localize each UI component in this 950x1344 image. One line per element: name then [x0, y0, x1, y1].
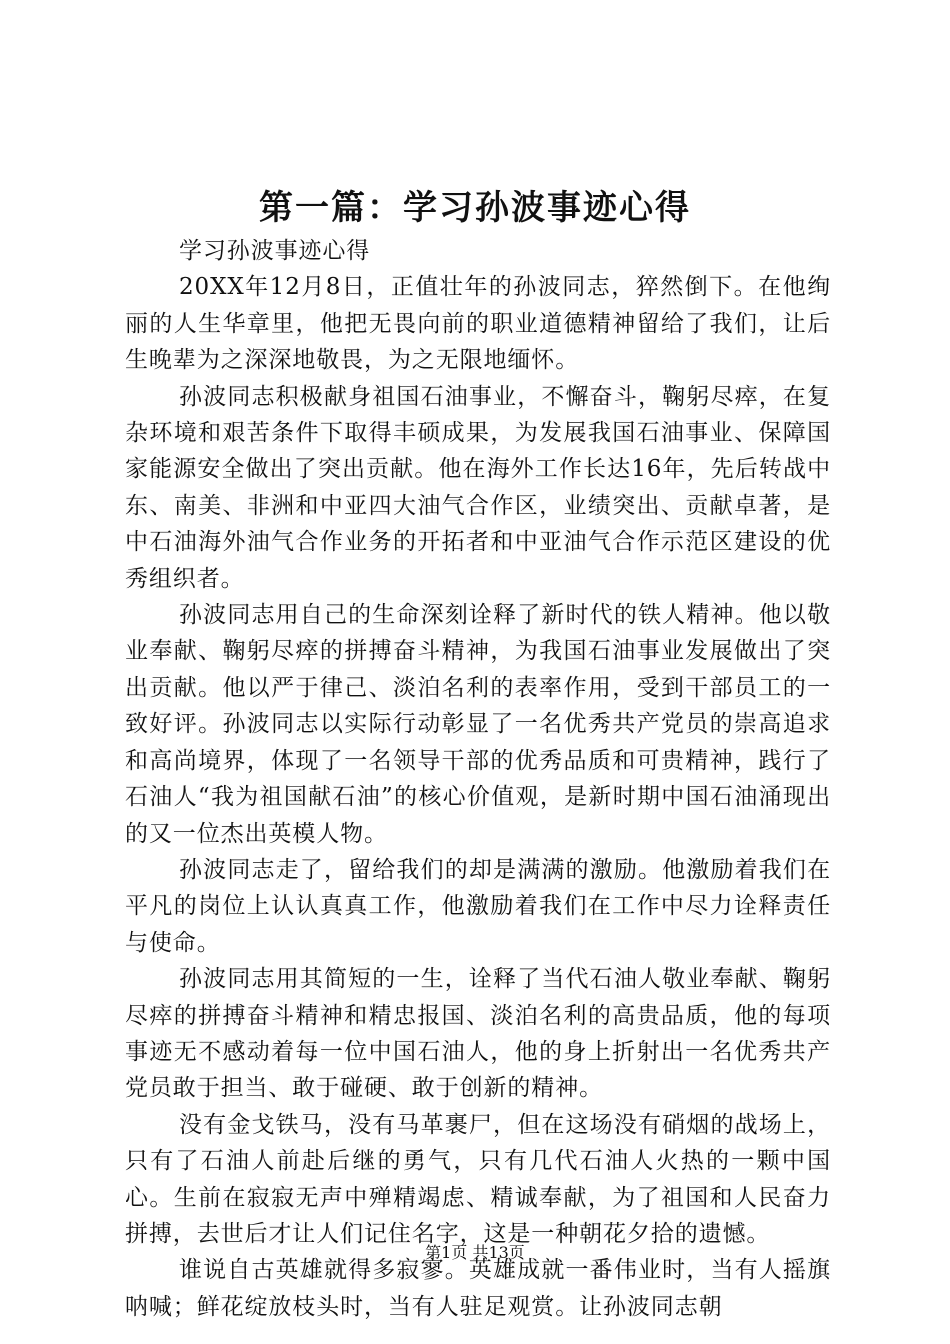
body-paragraph: 孙波同志走了，留给我们的却是满满的激励。他激励着我们在平凡的岗位上认认真真工作，他激励着我们在工作中尽力诠释责任与使命。: [125, 856, 831, 956]
body-paragraph: 20XX年12月8日，正值壮年的孙波同志，猝然倒下。在他绚丽的人生华章里，他把无畏向前的职业道德精神留给了我们，让后生晚辈为之深深地敬畏，为之无限地缅怀。: [125, 274, 831, 374]
body-paragraph: 孙波同志用其简短的一生，诠释了当代石油人敬业奉献、鞠躬尽瘁的拼搏奋斗精神和精忠报国、淡泊名利的高贵品质，他的每项事迹无不感动着每一位中国石油人，他的身上折射出一名优秀共产党员敢于担当、敢于碰硬、敢于创新的精神。: [125, 966, 831, 1102]
document-body: [125, 233, 831, 1325]
body-paragraph: 谁说自古英雄就得多寂寥。英雄成就一番伟业时，当有人摇旗呐喊；鲜花绽放枝头时，当有人驻足观赏。让孙波同志朝: [125, 1257, 831, 1320]
subtitle-paragraph: 学习孙波事迹心得: [179, 238, 371, 264]
document-title: 第一篇：学习孙波事迹心得: [259, 188, 691, 228]
page-footer: 第1页 共13页: [425, 1243, 525, 1262]
body-paragraph: 孙波同志积极献身祖国石油事业，不懈奋斗，鞠躬尽瘁，在复杂环境和艰苦条件下取得丰硕成果，为发展我国石油事业、保障国家能源安全做出了突出贡献。他在海外工作长达16年，先后转战中东、南美、非洲和中亚四大油气合作区，业绩突出、贡献卓著，是中石油海外油气合作业务的开拓者和中亚油气合作示范区建设的优秀组织者。: [125, 383, 831, 592]
body-paragraph: 孙波同志用自己的生命深刻诠释了新时代的铁人精神。他以敬业奉献、鞠躬尽瘁的拼搏奋斗精神，为我国石油事业发展做出了突出贡献。他以严于律己、淡泊名利的表率作用，受到干部员工的一致好评。孙波同志以实际行动彰显了一名优秀共产党员的崇高追求和高尚境界，体现了一名领导干部的优秀品质和可贵精神，践行了石油人“我为祖国献石油”的核心价值观，是新时期中国石油涌现出的又一位杰出英模人物。: [125, 602, 831, 847]
body-paragraph: 没有金戈铁马，没有马革裹尸，但在这场没有硝烟的战场上，只有了石油人前赴后继的勇气，只有几代石油人火热的一颗中国心。生前在寂寂无声中殚精竭虑、精诚奉献，为了祖国和人民奋力拼搏，去世后才让人们记住名字，这是一种朝花夕拾的遗憾。: [125, 1111, 831, 1247]
